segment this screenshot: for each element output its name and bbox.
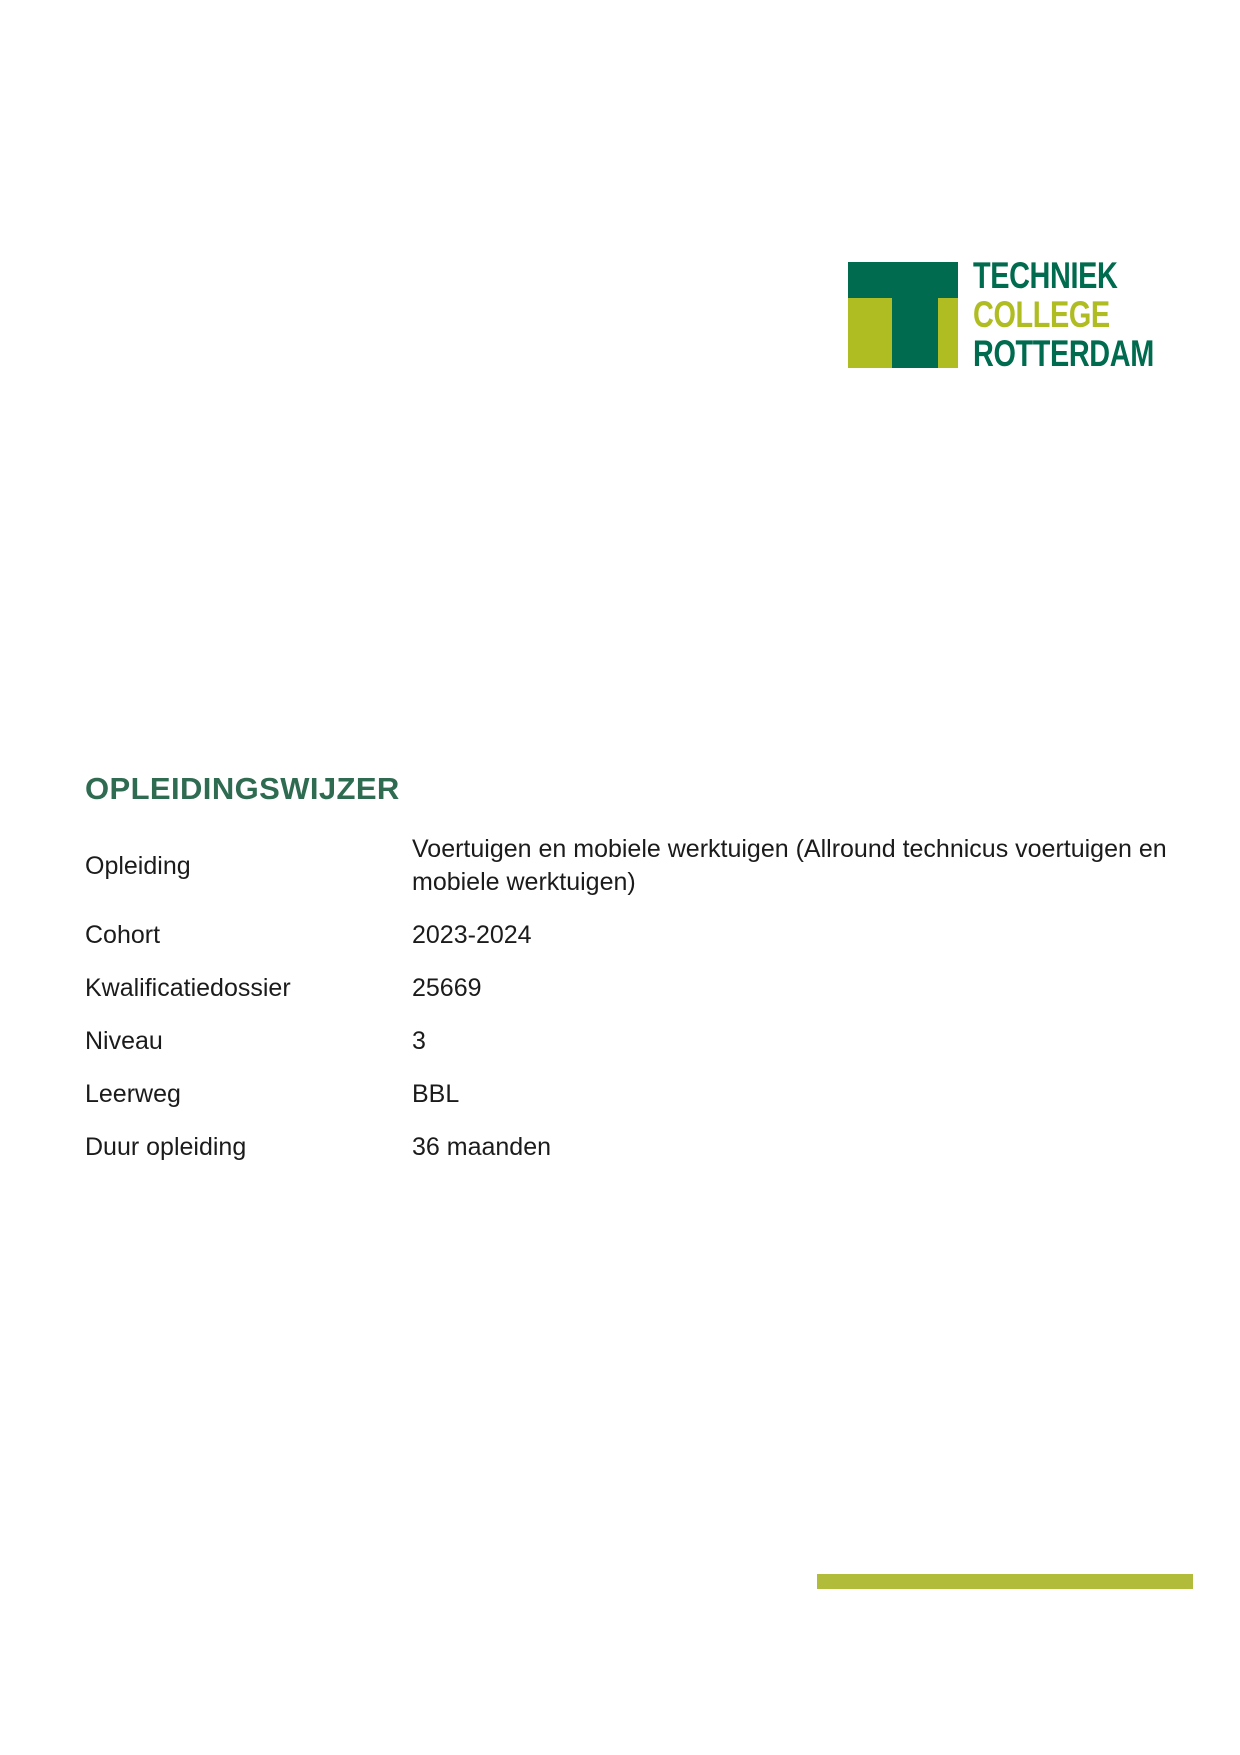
logo-line-rotterdam: ROTTERDAM xyxy=(973,333,1154,374)
field-label: Niveau xyxy=(85,1027,163,1055)
field-value: 2023-2024 xyxy=(412,921,532,949)
table-row-niveau xyxy=(85,1025,1213,1058)
page-title: OPLEIDINGSWIJZER xyxy=(85,771,400,806)
field-label: Duur opleiding xyxy=(85,1133,247,1161)
field-label: Cohort xyxy=(85,921,161,949)
field-value: 25669 xyxy=(412,974,482,1002)
logo-bottom xyxy=(848,298,958,368)
footer-accent-bar xyxy=(817,1574,1193,1589)
field-value: 3 xyxy=(412,1027,426,1055)
field-value: Voertuigen en mobiele werktuigen (Allround technicus voertuigen en mobiele werktuigen) xyxy=(412,835,1167,896)
table-row-leerweg xyxy=(85,1078,1213,1111)
logo-t-stem xyxy=(892,298,938,368)
logo-line-techniek: TECHNIEK xyxy=(973,255,1118,296)
field-label: Leerweg xyxy=(85,1080,181,1108)
field-label: Opleiding xyxy=(85,851,191,880)
logo-left-column xyxy=(848,298,892,368)
field-value: 36 maanden xyxy=(412,1133,552,1161)
logo-top-band xyxy=(848,262,958,298)
field-label: Kwalificatiedossier xyxy=(85,974,291,1002)
tcr-t-mark-icon xyxy=(848,262,958,368)
logo-wordmark xyxy=(973,256,1205,373)
table-row-duur-opleiding xyxy=(85,1131,1213,1164)
table-row-kwalificatiedossier xyxy=(85,972,1213,1005)
table-row-cohort xyxy=(85,919,1213,952)
table-row-opleiding xyxy=(85,833,1213,899)
program-info-table xyxy=(85,833,1213,1184)
logo-line-college: COLLEGE xyxy=(973,294,1110,335)
logo-right-column xyxy=(938,298,958,368)
field-value: BBL xyxy=(412,1080,460,1108)
